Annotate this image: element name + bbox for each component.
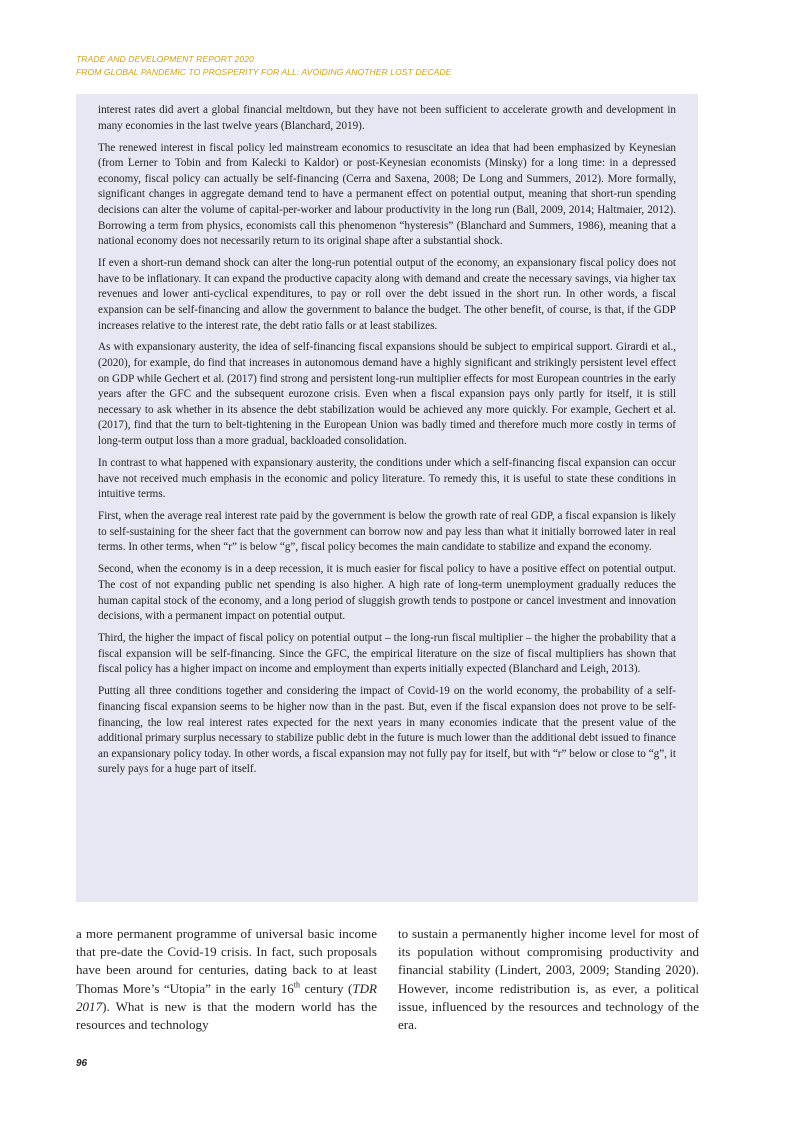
report-title: TRADE AND DEVELOPMENT REPORT 2020 [76,54,254,64]
box-content [98,103,676,784]
right-column-text: to sustain a permanently higher income level for most of its population without compromising productivity and financial stability (Lindert, 2003, 2009; Standing 2020). However, income redistribution is, as ever, a political issue, influenced by the resources and technology of the era. [398,926,699,1033]
box-paragraph: Third, the higher the impact of fiscal policy on potential output – the long-run fiscal multiplier – the higher the probability that a fiscal expansion will be self-financing. Since the GFC, the empirical literature on the size of fiscal multipliers has shown that fiscal policy has a higher impact on income and employment than experts initially expected (Blanchard and Leigh, 2013). [98,632,676,676]
tdr-citation: TDR 2017 [76,980,377,1014]
left-text-part1: a more permanent programme of universal basic income that pre-date the Covid-19 crisis. In fact, such proposals have been around for centuries, dating back to at least Thomas More’s “Utopia” in the early 16 [76,926,377,996]
box-paragraph: interest rates did avert a global financial meltdown, but they have not been sufficient to accelerate growth and development in many economies in the last twelve years (Blanchard, 2019). [98,104,676,132]
left-text-part2: century ( [300,980,353,996]
box-paragraph: As with expansionary austerity, the idea of self-financing fiscal expansions should be subject to empirical support. Girardi et al., (2020), for example, do find that increases in autonomous demand have a highly significant and strikingly persistent level effect on GDP while Gechert et al. (2017) find strong and persistent long-run multiplier effects for most European countries in the early years after the GFC and the subsequent eurozone crisis. Even when a fiscal expansion pays only partly for itself, it is still necessary to ask whether in its absence the debt stabilization would be achieved any more quickly. For example, Gechert et al. (2017), find that the turn to belt-tightening in the European Union was badly timed and therefore much more costly in terms of long-term output loss than a more gradual, backloaded consolidation. [98,341,676,448]
box-paragraph: In contrast to what happened with expansionary austerity, the conditions under which a self-financing fiscal expansion can occur have not received much emphasis in the economic and policy literature. To remedy this, it is useful to state these conditions in intuitive terms. [98,457,676,501]
left-column-text [76,925,377,1034]
left-text-part3: ). What is new is that the modern world has the resources and technology [76,998,377,1033]
page-number: 96 [76,1058,88,1069]
report-subtitle: FROM GLOBAL PANDEMIC TO PROSPERITY FOR ALL: AVOIDING ANOTHER LOST DECADE [76,67,452,77]
box-paragraph: Putting all three conditions together and considering the impact of Covid-19 on the world economy, the probability of a self-financing fiscal expansion seems to be higher now than in the past. But, even if the fiscal expansion does not prove to be self-financing, the low real interest rates expected for the next years in many economies indicate that the present value of the additional primary surplus necessary to stabilize public debt in the future is much lower than the additional debt issued to finance an expansionary policy today. In other words, a fiscal expansion may not fully pay for itself, but with “r” below or close to “g”, it surely pays for a huge part of itself. [98,685,676,776]
box-paragraph: Second, when the economy is in a deep recession, it is much easier for fiscal policy to have a positive effect on potential output. The cost of not expanding public net spending is also higher. A high rate of long-term unemployment gradually reduces the human capital stock of the economy, and a long period of sluggish growth tends to postpone or cancel investment and innovation decisions, with a permanent impact on potential output. [98,563,676,623]
box-paragraph: If even a short-run demand shock can alter the long-run potential output of the economy, an expansionary fiscal policy does not have to be inflationary. It can expand the productive capacity along with demand and create the necessary savings, via higher tax revenues and lower anti-cyclical expenditures, to pay or roll over the debt issued in the short run. In other words, a fiscal expansion can be self-financing and allow the government to balance the budget. The other benefit, of course, is that, if the GDP increases relative to the interest rate, the debt ratio falls or at least stabilizes. [98,257,676,332]
box-paragraph: First, when the average real interest rate paid by the government is below the growth rate of real GDP, a fiscal expansion is likely to self-sustaining for the sheer fact that the government can borrow now and pay less than what it initially borrowed later in real terms. In other terms, when “r” is below “g”, fiscal policy becomes the main candidate to stabilize and expand the economy. [98,510,676,554]
box-paragraph: The renewed interest in fiscal policy led mainstream economics to resuscitate an idea that had been emphasized by Keynesian (from Lerner to Tobin and from Kalecki to Kaldor) or post-Keynesian economists (Minsky) for a long time: in a depressed economy, fiscal policy can actually be self-financing (Cerra and Saxena, 2008; De Long and Summers, 2012). More formally, significant changes in aggregate demand tend to have a permanent effect on potential output, meaning that short-run spending decisions can alter the volume of capital-per-worker and labour productivity in the long run (Ball, 2009, 2014; Haltmaier, 2012). Borrowing a term from physics, economists call this phenomenon “hysteresis” (Blanchard and Summers, 1986), meaning that a national economy does not necessarily return to its original shape after a substantial shock. [98,141,676,248]
running-header [76,53,451,79]
shaded-text-box [76,94,698,902]
ordinal-superscript: th [293,980,301,990]
